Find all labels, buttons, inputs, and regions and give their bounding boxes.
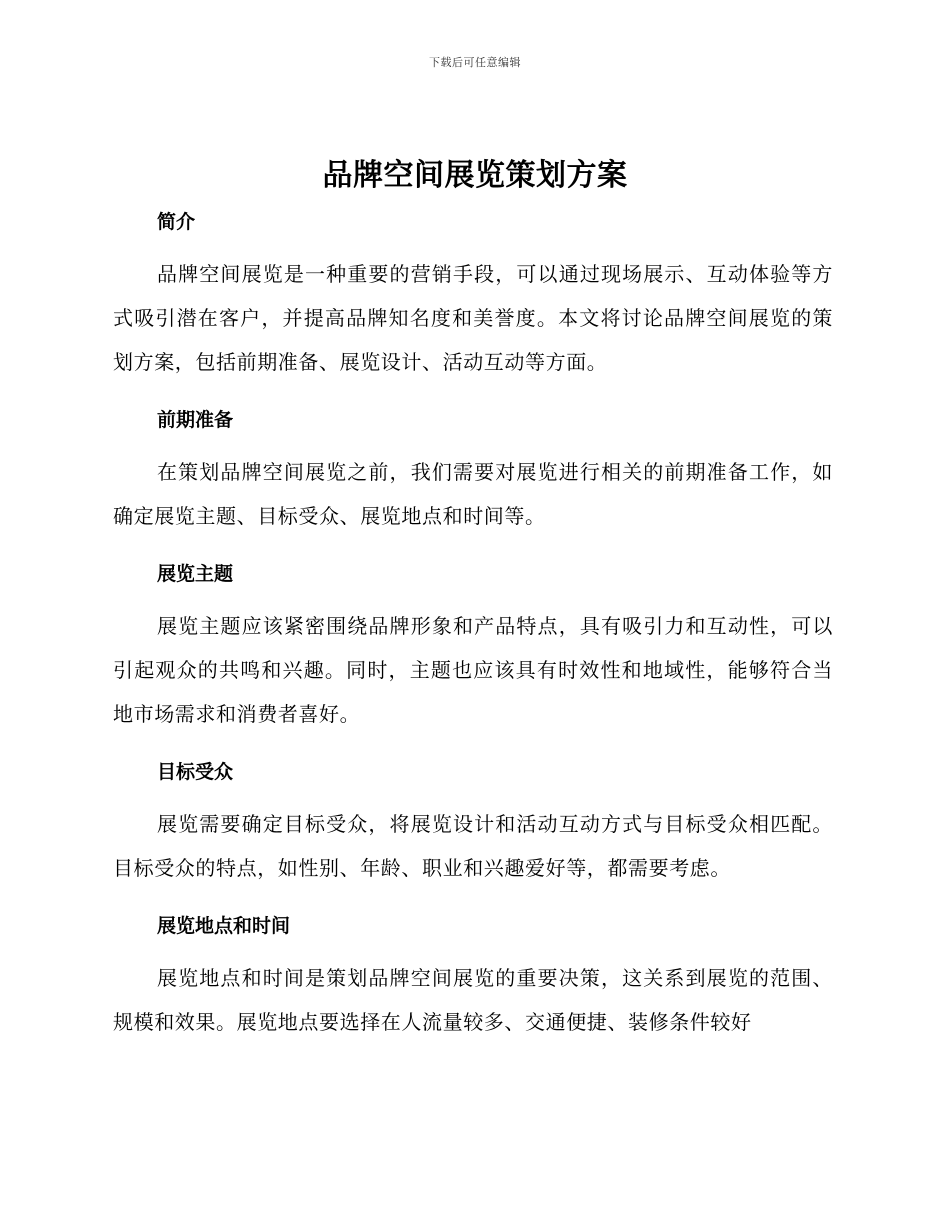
section-heading-preparation: 前期准备 bbox=[157, 409, 234, 431]
section-paragraph-theme: 展览主题应该紧密围绕品牌形象和产品特点，具有吸引力和互动性，可以引起观众的共鸣和兴趣。同时，主题也应该具有时效性和地域性，能够符合当地市场需求和消费者喜好。 bbox=[113, 614, 833, 726]
section-paragraph-preparation: 在策划品牌空间展览之前，我们需要对展览进行相关的前期准备工作，如确定展览主题、目标受众、展览地点和时间等。 bbox=[113, 460, 833, 528]
section-paragraph-audience: 展览需要确定目标受众，将展览设计和活动互动方式与目标受众相匹配。目标受众的特点，如性别、年龄、职业和兴趣爱好等，都需要考虑。 bbox=[113, 812, 833, 880]
document-body bbox=[113, 200, 833, 1044]
section-paragraph-venue-time: 展览地点和时间是策划品牌空间展览的重要决策，这关系到展览的范围、规模和效果。展览地点要选择在人流量较多、交通便捷、装修条件较好 bbox=[113, 966, 833, 1034]
section-heading-theme: 展览主题 bbox=[157, 563, 234, 585]
document-title: 品牌空间展览策划方案 bbox=[322, 158, 628, 193]
header-note: 下载后可任意编辑 bbox=[429, 56, 521, 69]
section-heading-venue-time: 展览地点和时间 bbox=[157, 915, 291, 937]
section-paragraph-intro: 品牌空间展览是一种重要的营销手段，可以通过现场展示、互动体验等方式吸引潜在客户，并提高品牌知名度和美誉度。本文将讨论品牌空间展览的策划方案，包括前期准备、展览设计、活动互动等方面。 bbox=[113, 262, 833, 374]
section-heading-intro: 简介 bbox=[157, 211, 196, 233]
section-heading-audience: 目标受众 bbox=[157, 761, 234, 783]
